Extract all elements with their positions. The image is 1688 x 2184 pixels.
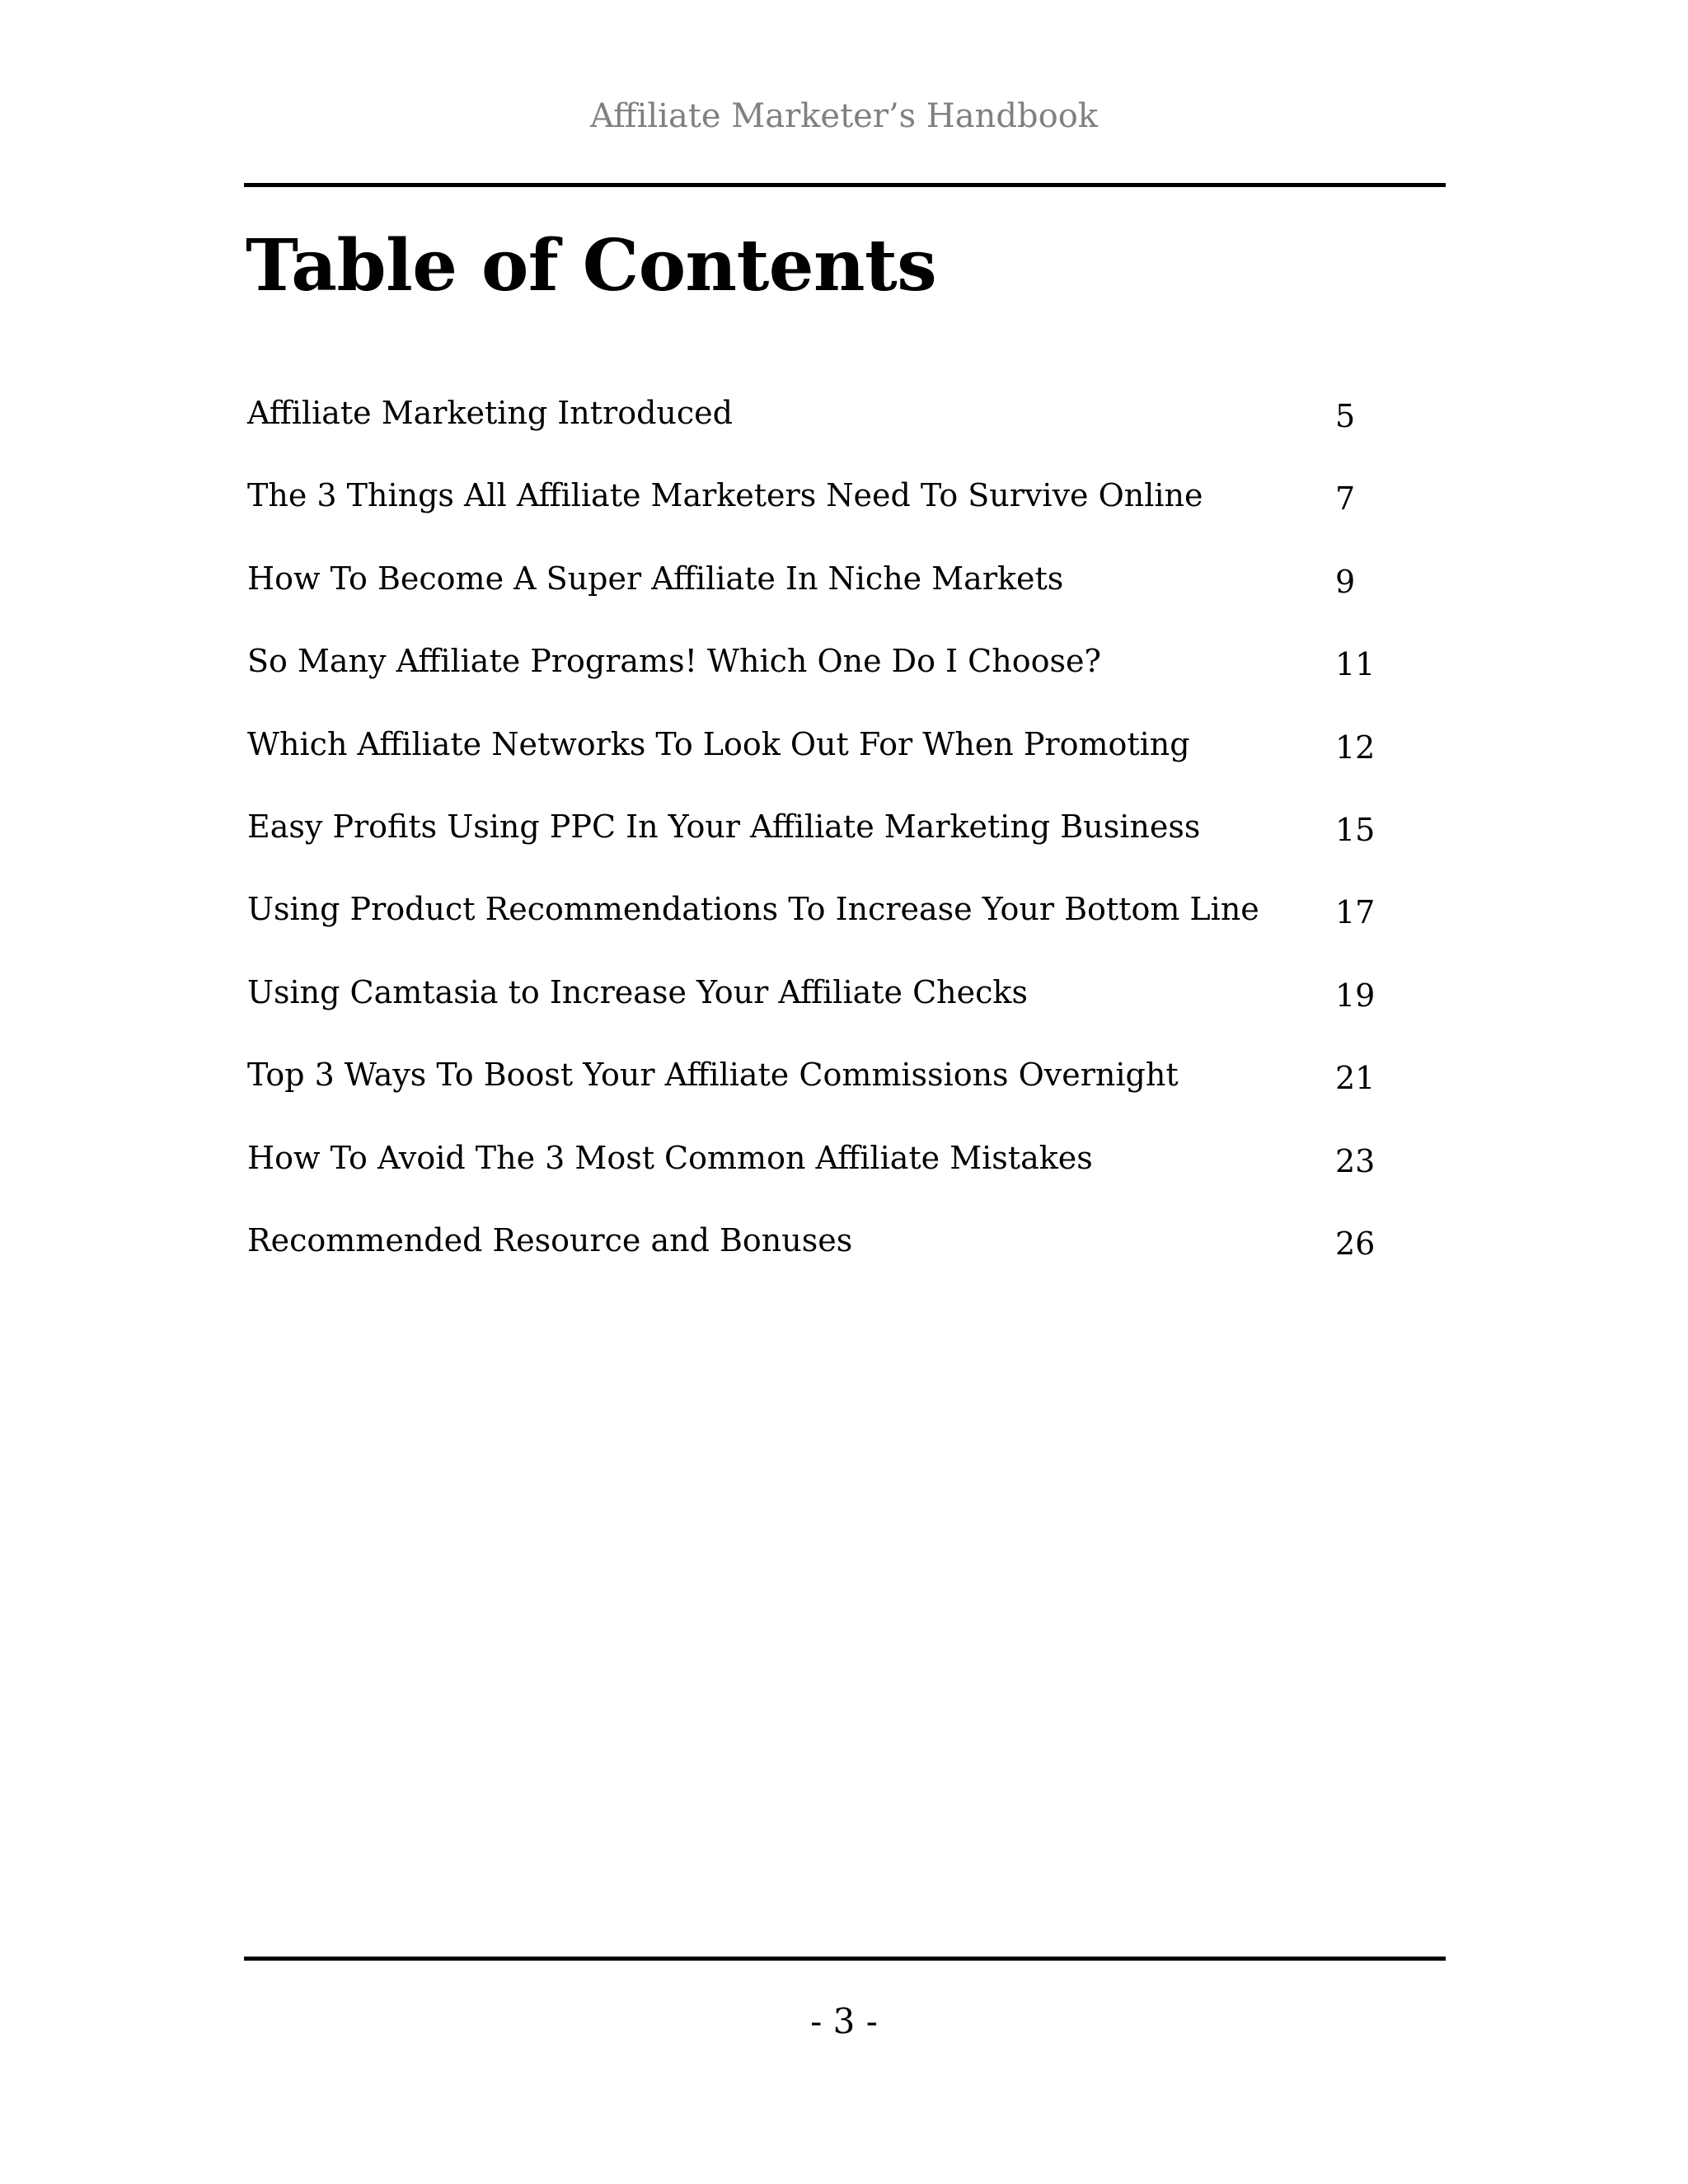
toc-entry[interactable] — [247, 1216, 1446, 1299]
toc-entry-title: Top 3 Ways To Boost Your Affiliate Commissions Overnight — [247, 1057, 1179, 1094]
toc-entry-title: Easy Profits Using PPC In Your Affiliate Marketing Business — [247, 808, 1201, 845]
toc-entry-page: 12 — [1335, 729, 1376, 766]
toc-entry-page: 11 — [1335, 646, 1376, 683]
toc-entry-page: 21 — [1335, 1060, 1376, 1097]
toc-entry[interactable] — [247, 803, 1446, 885]
toc-entry-title: So Many Affiliate Programs! Which One Do I Choose? — [247, 643, 1101, 680]
toc-entry-page: 5 — [1335, 398, 1356, 434]
toc-entry[interactable] — [247, 1051, 1446, 1133]
toc-entry-page: 19 — [1335, 977, 1376, 1014]
toc-entry[interactable] — [247, 885, 1446, 968]
running-header: Affiliate Marketer’s Handbook — [589, 97, 1099, 135]
toc-entry-page: 23 — [1335, 1142, 1376, 1179]
footer-rule — [244, 1957, 1446, 1961]
toc-entry-title: Using Camtasia to Increase Your Affiliate Checks — [247, 973, 1028, 1010]
toc-entry[interactable] — [247, 389, 1446, 471]
toc-entry-title: Which Affiliate Networks To Look Out For When Promoting — [247, 725, 1190, 762]
toc-list — [247, 389, 1446, 1299]
toc-entry[interactable] — [247, 1134, 1446, 1216]
toc-entry-page: 7 — [1335, 480, 1356, 518]
toc-entry-title: Recommended Resource and Bonuses — [247, 1221, 853, 1258]
toc-entry[interactable] — [247, 968, 1446, 1051]
toc-entry-page: 9 — [1335, 563, 1356, 600]
toc-entry[interactable] — [247, 555, 1446, 637]
page-number: - 3 - — [810, 2001, 878, 2041]
toc-entry-page: 26 — [1335, 1225, 1376, 1262]
toc-entry-title: Using Product Recommendations To Increase Your Bottom Line — [247, 891, 1259, 928]
toc-entry-title: Affiliate Marketing Introduced — [247, 395, 733, 431]
toc-entry[interactable] — [247, 637, 1446, 719]
header-rule — [244, 183, 1446, 187]
toc-entry-title: How To Avoid The 3 Most Common Affiliate Mistakes — [247, 1139, 1093, 1176]
toc-entry-title: The 3 Things All Affiliate Marketers Need To Survive Online — [247, 477, 1203, 514]
toc-entry-page: 15 — [1335, 811, 1376, 848]
page-title: Table of Contents — [246, 224, 937, 307]
toc-entry-page: 17 — [1335, 894, 1376, 931]
toc-entry-title: How To Become A Super Affiliate In Niche Markets — [247, 560, 1064, 597]
toc-entry[interactable] — [247, 471, 1446, 554]
toc-entry[interactable] — [247, 720, 1446, 803]
